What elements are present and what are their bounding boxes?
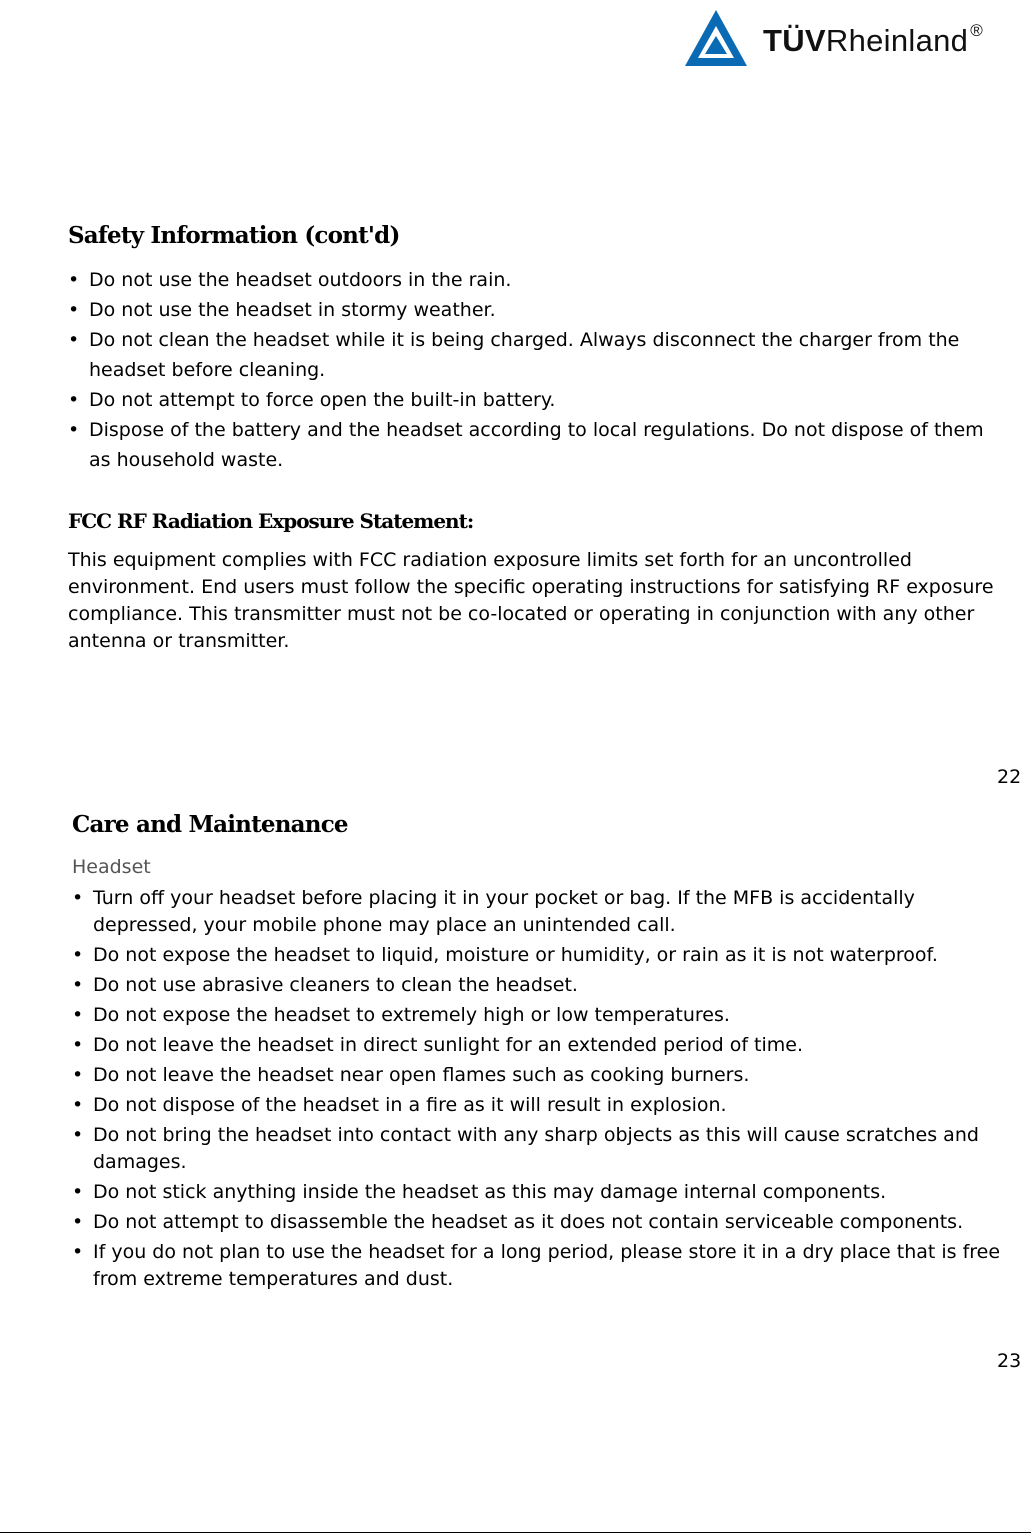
tuv-rheinland-logo [683, 6, 1013, 68]
list-item: • If you do not plan to use the headset for a long period, please store it in a dry place that is free from extreme temperatures and dust. [72, 1239, 1007, 1293]
page-number: 23 [997, 1350, 1022, 1372]
safety-heading: Safety Information (cont'd) [68, 222, 400, 249]
fcc-statement: This equipment complies with FCC radiation exposure limits set forth for an uncontrolled environment. End users must follow the specific operating instructions for satisfying RF exposure compliance. This transmitter must not be co-located or operating in conjunction with any other antenna or transmitter. [68, 549, 994, 652]
care-list [72, 885, 1007, 1296]
list-item: • Do not stick anything inside the headset as this may damage internal components. [72, 1179, 1007, 1206]
list-item: • Do not bring the headset into contact with any sharp objects as this will cause scratches and damages. [72, 1122, 1007, 1176]
list-item: • Turn off your headset before placing it in your pocket or bag. If the MFB is accidentally depressed, your mobile phone may place an unintended call. [72, 885, 1007, 939]
list-item: • Do not leave the headset near open flames such as cooking burners. [72, 1062, 1007, 1089]
page-number: 22 [997, 766, 1022, 788]
fcc-heading: FCC RF Radiation Exposure Statement: [68, 509, 474, 533]
headset-subheading: Headset [72, 856, 151, 878]
list-item: • Do not use abrasive cleaners to clean the headset. [72, 972, 1007, 999]
list-item: • Do not leave the headset in direct sunlight for an extended period of time. [72, 1032, 1007, 1059]
safety-list [68, 265, 998, 475]
logo-brand-rest: Rheinland [825, 23, 969, 58]
list-item: • Do not attempt to disassemble the headset as it does not contain serviceable components. [72, 1209, 1007, 1236]
logo-wordmark [763, 23, 983, 59]
list-item: • Dispose of the battery and the headset according to local regulations. Do not dispose of them as household waste. [68, 415, 998, 475]
list-item: • Do not clean the headset while it is being charged. Always disconnect the charger from the headset before cleaning. [68, 325, 998, 385]
list-item: • Do not use the headset in stormy weather. [68, 295, 998, 325]
list-item: • Do not use the headset outdoors in the rain. [68, 265, 998, 295]
logo-brand-bold: TÜV [763, 23, 826, 58]
list-item: • Do not expose the headset to extremely high or low temperatures. [72, 1002, 1007, 1029]
bottom-divider [0, 1532, 1031, 1533]
list-item: • Do not dispose of the headset in a fire as it will result in explosion. [72, 1092, 1007, 1119]
care-heading: Care and Maintenance [72, 811, 348, 838]
list-item: • Do not attempt to force open the built-in battery. [68, 385, 998, 415]
logo-registered-mark: ® [970, 21, 984, 40]
list-item: • Do not expose the headset to liquid, moisture or humidity, or rain as it is not waterproof. [72, 942, 1007, 969]
tuv-triangle-icon [683, 8, 749, 70]
